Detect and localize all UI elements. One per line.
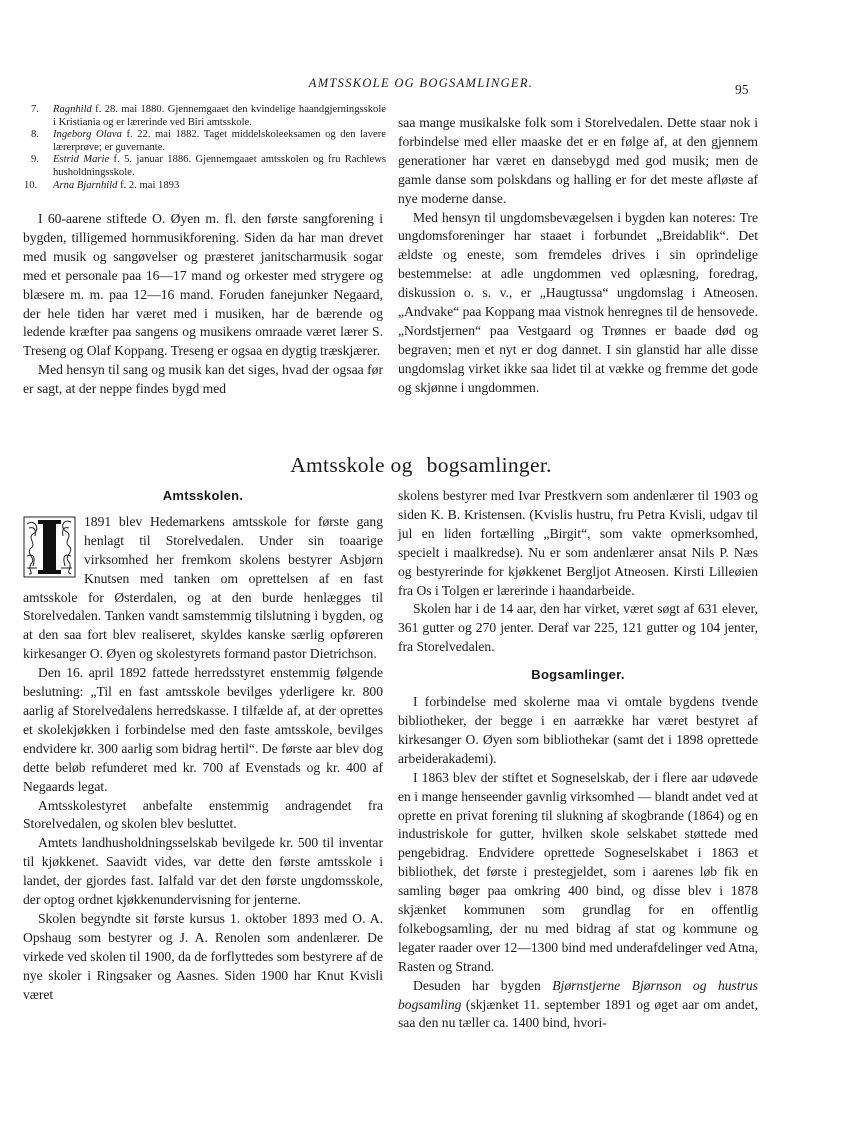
youth-section bbox=[398, 114, 758, 398]
paragraph: Skolen begyndte sit første kursus 1. oktober 1893 med O. A. Opshaug som bestyrer og J. A. Renolen som andenlærer. De virkede ved skolen til 1900, da de forflyttedes som bestyrere af de nye skoler i Ringsaker og Aasnes. Siden 1900 har Knut Kvisli været bbox=[23, 910, 383, 1002]
paragraph: Amtsskolestyret anbefalte enstemmig andragendet fra Storelvedalen, og skolen blev besluttet. bbox=[23, 797, 383, 832]
running-title: AMTSSKOLE OG BOGSAMLINGER. bbox=[308, 76, 534, 90]
paragraph: I 60-aarene stiftede O. Øyen m. fl. den første sangforening i bygden, tilligemed hornmusikforening. Siden da har man drevet med musik og sangøvelser og præsteret janitscharmusik sogar med et personale paa 16—17 mand og orkester med strygere og blæsere m. m. paa 12—16 mand. Foruden fanejunker Negaard, der hele tiden har været med i musiken, har de bærende og ledende kræfter paa sangens og musikens omraade været lærer S. Treseng og Olaf Koppang. Treseng er ogsaa en dygtig træskjærer. bbox=[23, 211, 383, 359]
list-item-number: 10. bbox=[24, 179, 38, 191]
paragraph-text: 1891 blev Hedemarkens amtsskole for første gang henlagt til Storelvedalen. Under sin toaarige virksomhed her fremkom skolens bestyrer Asbjørn Knutsen med tanken om oprettelsen af en fast amtsskole for Østerdalen, og at den burde henlægges til Storelvedalen. Tanken vandt samstemmig tilslutning i bygden, og at den saa fort blev realiseret, skyldes kanske særlig opføreren kirkesanger O. Øyen og skolestyrets formand pastor Dietrichson. bbox=[23, 513, 383, 662]
paragraph-text: Desuden har bygden bbox=[413, 977, 553, 993]
paragraph: I 1863 blev der stiftet et Sogneselskab, der i flere aar udøvede en i mange henseender gavnlig virksomhed — blandt andet ved at oprette en privat forening til slukning af skogbrande (1864) og en industriskole for gutter, hvilken skole selskabet støttede med pengebidrag. Endvidere oprettede Sogneselskabet i 1863 et bibliothek, det første i prestegjeldet, som i aarenes løb fik en samling bøger paa omkring 400 bind, og disse blev i 1878 skjænket kommunen som grundlag for en offentlig folkebogsamling, der nu med bidrag af stat og kommune og legater raader over 12—1300 bind med underafdelinger ved Atna, Rasten og Strand. bbox=[398, 769, 758, 974]
list-item-number: 7. bbox=[31, 104, 39, 115]
list-item-details: f. 28. mai 1880. Gjennemgaaet den kvindelige haandgjerningsskole i Kristiania og er lærerinde ved Biri amtsskole. bbox=[53, 104, 386, 128]
list-item-text bbox=[53, 180, 386, 193]
list-item bbox=[23, 129, 386, 154]
list-item-text bbox=[53, 104, 386, 129]
paragraph-text: (skjænket 11. september 1891 og øget aar om andet, saa den nu tæller ca. 1400 bind, hvori- bbox=[398, 996, 758, 1031]
children-list bbox=[23, 104, 386, 192]
list-item-details: f. 5. januar 1886. Gjennemgaaet amtsskolen og fru Rachlews husholdningsskole. bbox=[53, 154, 386, 178]
paragraph: skolens bestyrer med Ivar Prestkvern som andenlærer til 1903 og siden K. B. Kristensen. (Kvislis hustru, fru Petra Kvisli, udgav til jul en liden fortælling „Birgit“, som vakte opmerksomhed, specielt i maalkredse). Nu er som andenlærer ansat Nils P. Næs og bestyrerinde for kjøkkenet Bergljot Atneosen. Kirsti Lilleøien fra Os i Tolgen er lærerinde i haandarbeide. bbox=[398, 488, 758, 598]
paragraph: Amtets landhusholdningsselskab bevilgede kr. 500 til inventar til kjøkkenet. Saavidt vides, var dette den første amtsskole i landet, der gjordes fast. Ialfald var det den første ungdomsskole, der optog ordnet kjøkkenundervisning for jenterne. bbox=[23, 835, 383, 908]
list-item-text bbox=[53, 154, 386, 179]
section-title bbox=[0, 453, 842, 478]
amtsskolen-section bbox=[23, 487, 383, 1004]
subsection-heading: Amtsskolen. bbox=[162, 488, 244, 503]
ornamental-initial bbox=[23, 516, 76, 578]
paragraph: Med hensyn til ungdomsbevægelsen i bygden kan noteres: Tre ungdomsforeninger har staaet i forbundet „Breidablik“. Det ældste og eneste, som fremdeles drives i sin oprindelige bestemmelse: at adle ungdommen ved oplæsning, foredrag, diskussion o. s. v., er „Haugtussa“ ungdomslag i Atneosen. „Andvake“ paa Koppang maa vistnok henregnes til de hensovede. „Nordstjernen“ paa Vestgaard og Trønnes er baade død og begraven; men et nyt er dog dannet. I sin glanstid har alle disse ungdomslag virket ikke saa lidet til at vække og fremme det gode og skjønne i ungdommen. bbox=[398, 209, 758, 395]
list-item-name: Ingeborg Olava bbox=[53, 129, 122, 141]
paragraph: Med hensyn til sang og musik kan det siges, hvad der ogsaa før er sagt, at der neppe findes bygd med bbox=[23, 362, 383, 397]
list-item bbox=[23, 104, 386, 129]
list-item-name: Ragnhild bbox=[53, 104, 92, 115]
list-item-number: 9. bbox=[31, 154, 39, 166]
list-item-name: Arna Bjarnhild bbox=[53, 179, 118, 191]
list-item-details: f. 2. mai 1893 bbox=[117, 179, 180, 191]
subsection-heading: Bogsamlinger. bbox=[531, 667, 625, 683]
page-number: 95 bbox=[735, 82, 749, 97]
bogsamlinger-section bbox=[398, 487, 758, 1033]
paragraph: Skolen har i de 14 aar, den har virket, været søgt af 631 elever, 361 gutter og 270 jenter. Deraf var 225, 121 gutter og 104 jenter, fra Storelvedalen. bbox=[398, 601, 758, 655]
library-name: Bjørnstjerne Bjørnson og hustrus bogsamling bbox=[398, 977, 758, 1012]
list-item-details: f. 22. mai 1882. Taget middelskoleeksamen og den lavere lærerprøve; er guvernante. bbox=[53, 129, 386, 153]
ornamental-initial-art bbox=[23, 516, 76, 578]
section-title-left: Amtsskole og bbox=[290, 453, 413, 477]
list-item-number: 8. bbox=[31, 129, 39, 141]
list-item bbox=[23, 180, 386, 193]
paragraph: I forbindelse med skolerne maa vi omtale bygdens tvende bibliotheker, der begge i en aarrække har været bestyret af kirkesanger O. Øyen som bibliothekar (samt det i 1898 oprettede arbeiderakademi). bbox=[398, 694, 758, 766]
music-section bbox=[23, 210, 383, 399]
paragraph bbox=[23, 513, 383, 664]
paragraph: Den 16. april 1892 fattede herredsstyret enstemmig følgende beslutning: „Til en fast amtsskole bevilges yderligere kr. 800 aarlig af Storelvedalens herredskasse. I tilfælde af, at der oprettes et skolekjøkken i forbindelse med den faste amtsskole, bevilges endvidere kr. 300 aarlig som bidrag hertil“. De første aar blev dog dette beløb refunderet med kr. 700 af Evenstads og kr. 400 af Negaards legat. bbox=[23, 665, 383, 794]
list-item-name: Estrid Marie bbox=[53, 154, 110, 166]
list-item-text bbox=[53, 129, 386, 154]
list-item bbox=[23, 154, 386, 179]
paragraph: saa mange musikalske folk som i Storelvedalen. Dette staar nok i forbindelse med eller maaske det er en følge af, at den gjennem generationer har været en dansebygd med god musik; men de gamle danse som polskdans og halling er for det meste afløste af nye moderne danse. bbox=[398, 115, 758, 206]
paragraph bbox=[398, 977, 758, 1034]
section-title-right: bogsamlinger. bbox=[426, 453, 552, 477]
